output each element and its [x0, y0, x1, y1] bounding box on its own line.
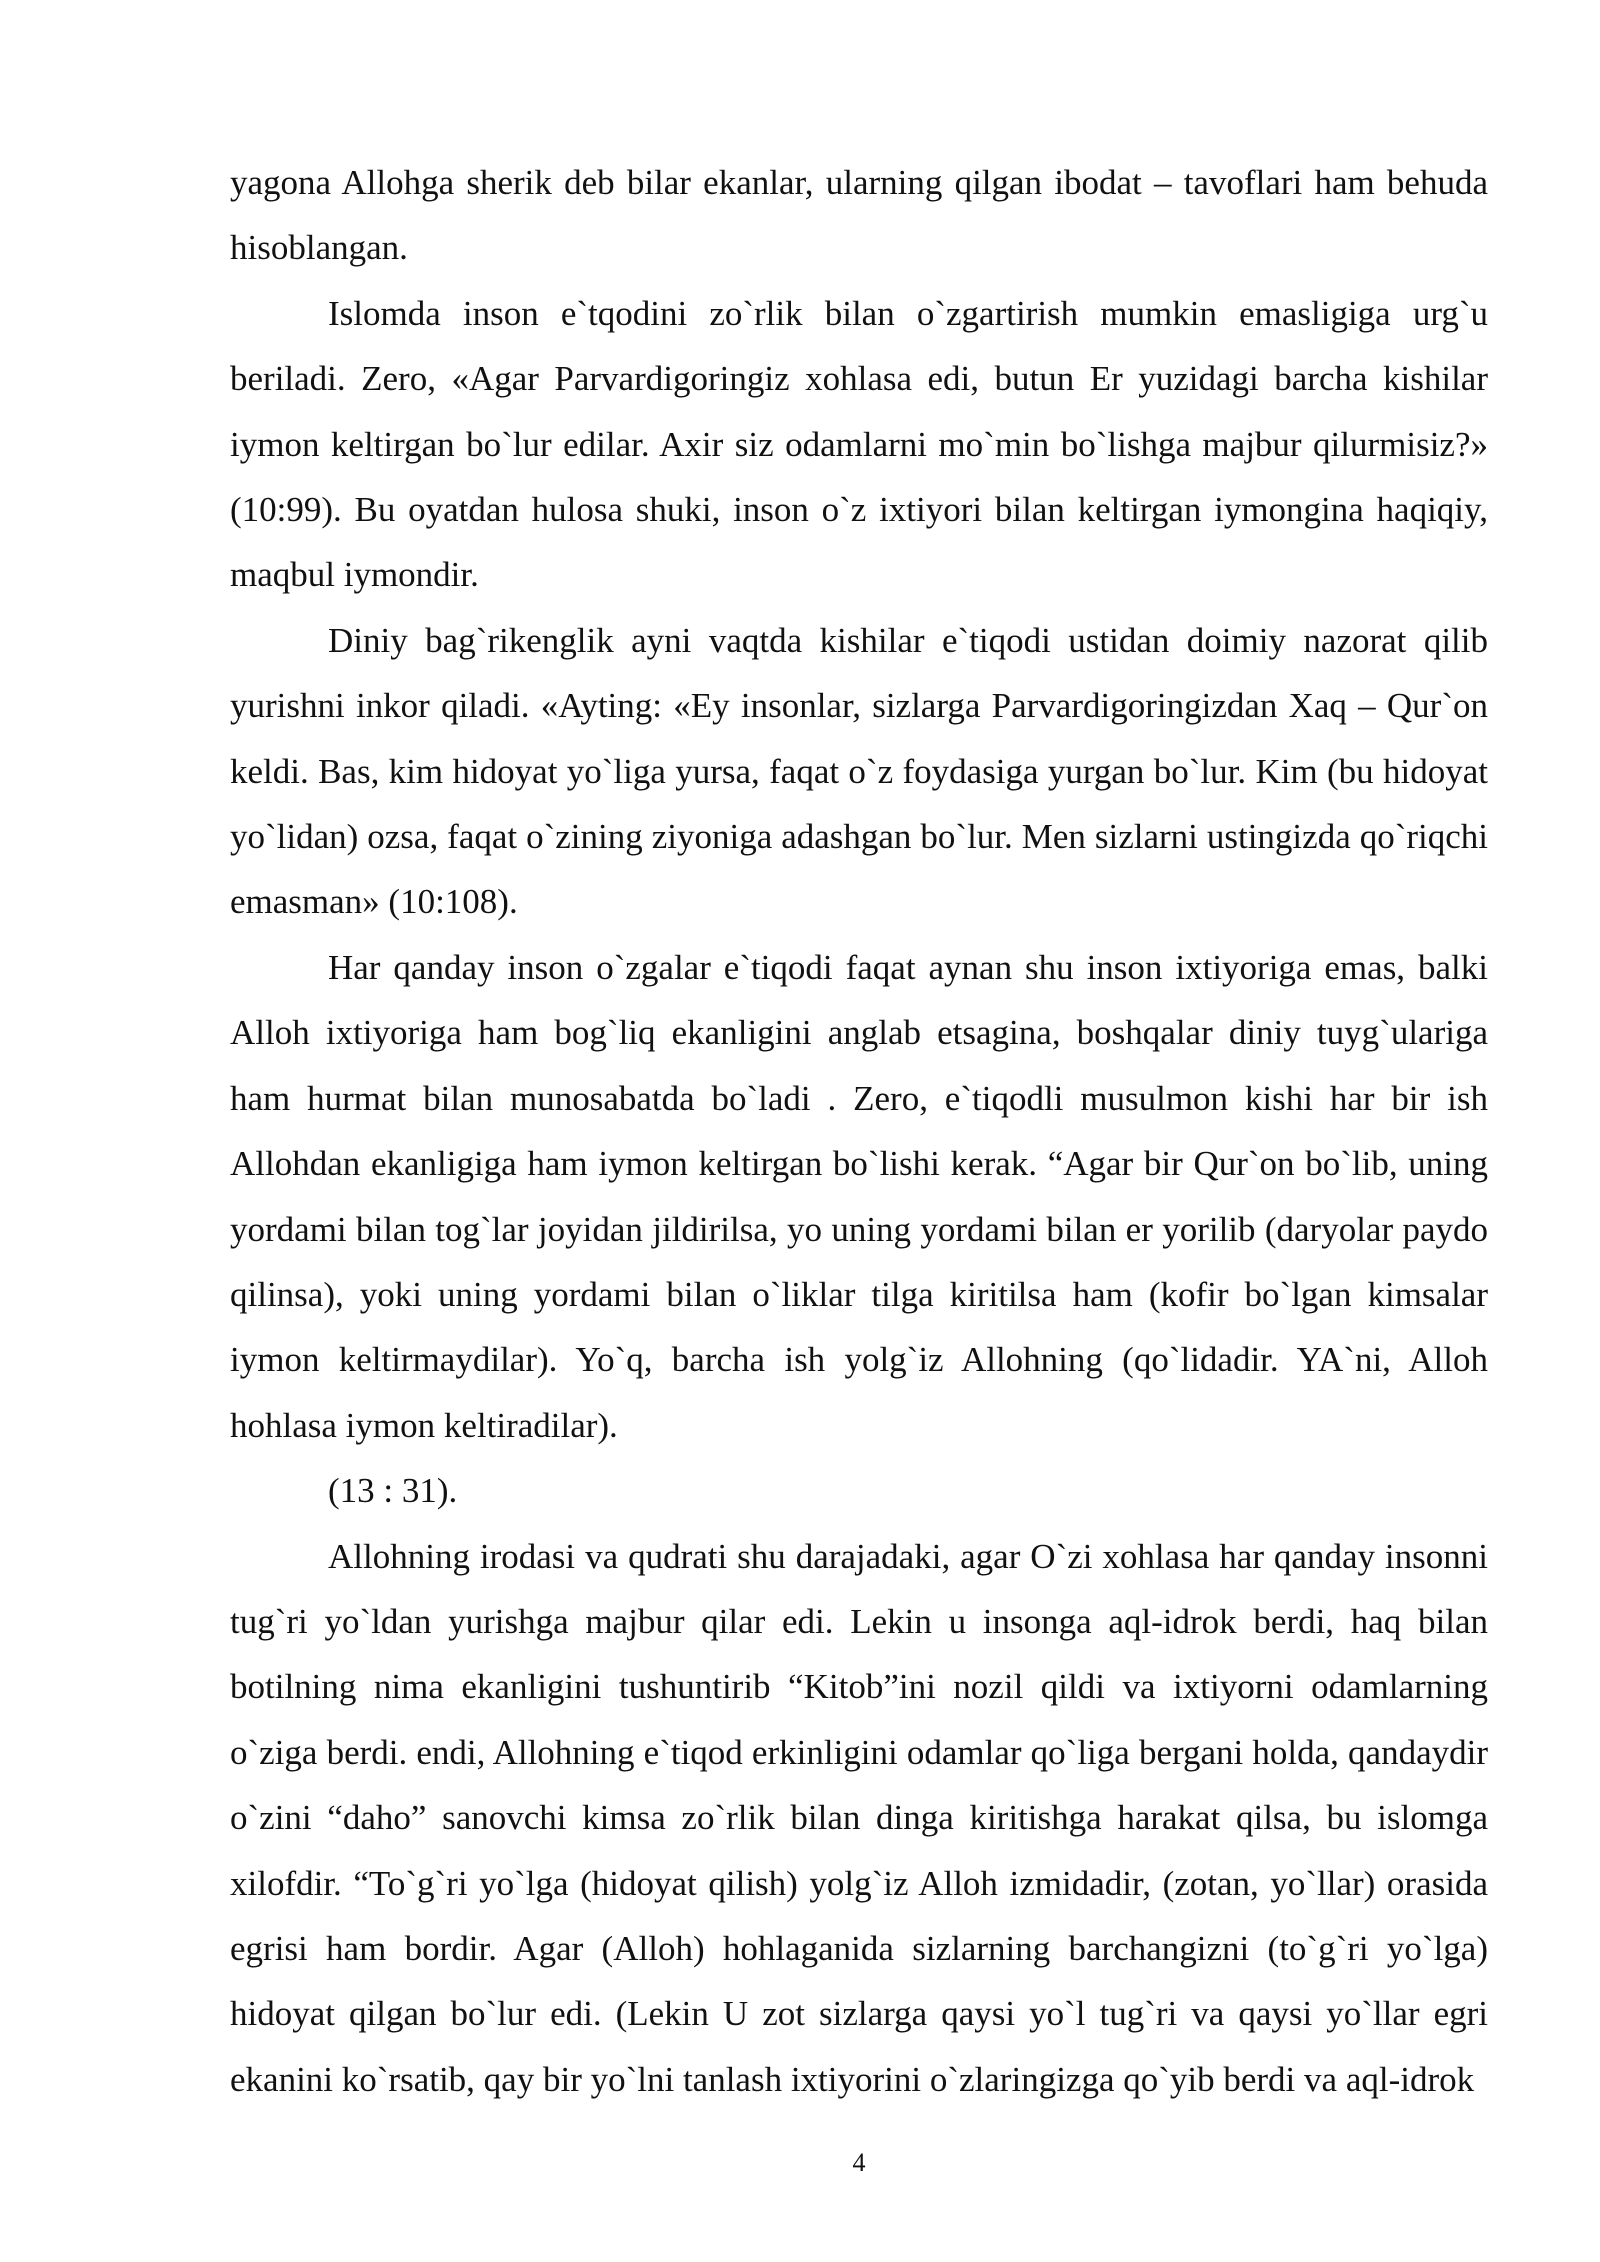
paragraph-will: Allohning irodasi va qudrati shu darajadaki, agar O`zi xohlasa har qanday insonni tug`ri yo`ldan yurishga majbur qilar edi. Lekin u insonga aql-idrok berdi, haq bilan botilning nima ekanligini tushuntirib “Kitob”ini nozil qildi va ixtiyorni odamlarning o`ziga berdi. endi, Allohning e`tiqod erkinligini odamlar qo`liga bergani holda, qandaydir o`zini “daho” sanovchi kimsa zo`rlik bilan dinga kiritishga harakat qilsa, bu islomga xilofdir. “To`g`ri yo`lga (hidoyat qilish) yolg`iz Alloh izmidadir, (zotan, yo`llar) orasida egrisi ham bordir. Agar (Alloh) hohlaganida sizlarning barchangizni (to`g`ri yo`lga) hidoyat qilgan bo`lur edi. (Lekin U zot sizlarga qaysi yo`l tug`ri va qaysi yo`llar egri ekanini ko`rsatib, qay bir yo`lni tanlash ixtiyorini o`zlaringizga qo`yib berdi va aql-idrok [230, 1536, 1488, 2099]
paragraph-coercion: Islomda inson e`tqodini zo`rlik bilan o`zgartirish mumkin emasligiga urg`u beriladi. Zero, «Agar Parvardigoringiz xohlasa edi, butun Er yuzidagi barcha kishilar iymon keltirgan bo`lur edilar. Axir siz odamlarni mo`min bo`lishga majbur qilurmisiz?» (10:99). Bu oyatdan hulosa shuki, inson o`z ixtiyori bilan keltirgan iymongina haqiqiy, maqbul iymondir. [230, 293, 1488, 595]
paragraph-tolerance: Diniy bag`rikenglik ayni vaqtda kishilar e`tiqodi ustidan doimiy nazorat qilib yurishni inkor qiladi. «Ayting: «Ey insonlar, sizlarga Parvardigoringizdan Xaq – Qur`on keldi. Bas, kim hidoyat yo`liga yursa, faqat o`z foydasiga yurgan bo`lur. Kim (bu hidoyat yo`lidan) ozsa, faqat o`zining ziyoniga adashgan bo`lur. Men sizlarni ustingizda qo`riqchi emasman» (10:108). [230, 620, 1488, 922]
paragraph-continuation: yagona Allohga sherik deb bilar ekanlar, ularning qilgan ibodat – tavoflari ham behuda hisoblangan. [230, 163, 1488, 268]
body-text [230, 150, 1488, 2112]
paragraph-respect: Har qanday inson o`zgalar e`tiqodi faqat aynan shu inson ixtiyoriga emas, balki Alloh ixtiyoriga ham bog`liq ekanligini anglab etsagina, boshqalar diniy tuyg`ulariga ham hurmat bilan munosabatda bo`ladi . Zero, e`tiqodli musulmon kishi har bir ish Allohdan ekanligiga ham iymon keltirgan bo`lishi kerak. “Agar bir Qur`on bo`lib, uning yordami bilan tog`lar joyidan jildirilsa, yo uning yordami bilan er yorilib (daryolar paydo qilinsa), yoki uning yordami bilan o`liklar tilga kiritilsa ham (kofir bo`lgan kimsalar iymon keltirmaydilar). Yo`q, barcha ish yolg`iz Allohning (qo`lidadir. YA`ni, Alloh hohlasa iymon keltiradilar). [230, 947, 1488, 1445]
page-number: 4 [852, 2148, 866, 2177]
verse-reference: (13 : 31). [328, 1471, 458, 1511]
